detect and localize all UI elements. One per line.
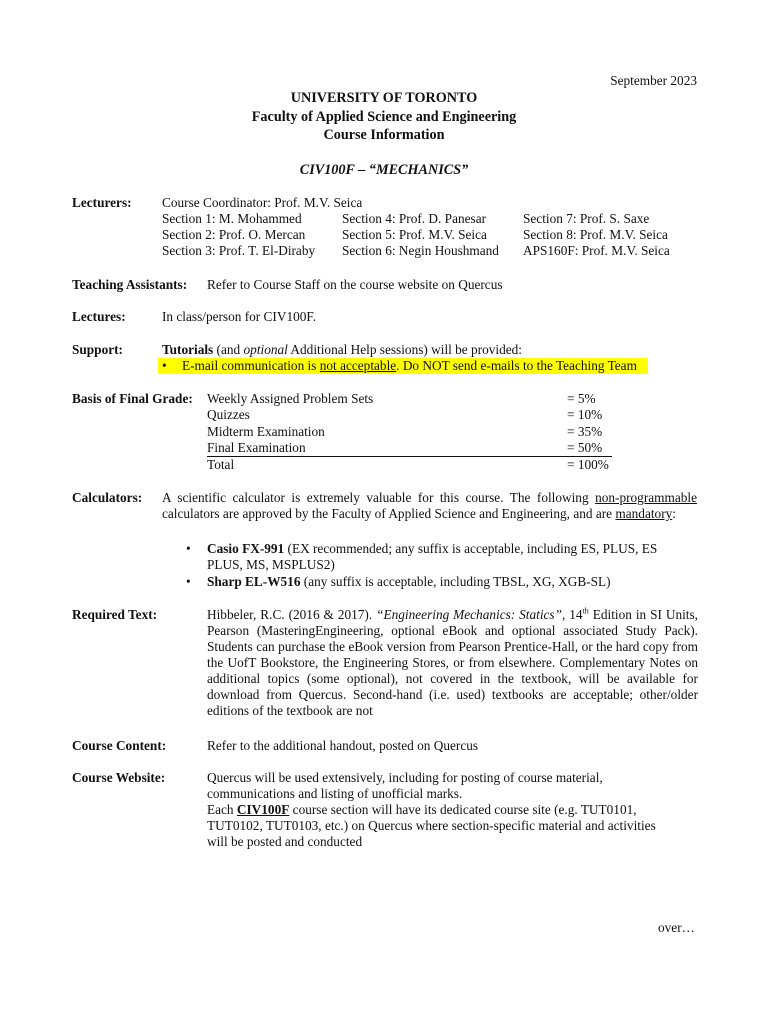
tutorials-emphasis: Tutorials: [162, 342, 214, 357]
grade-item-name: Final Examination: [207, 440, 306, 455]
lecturer-section-2: Section 2: Prof. O. Mercan: [162, 227, 306, 242]
calculator-item-casio: Casio FX-991 (EX recommended; any suffix is acceptable, including ES, PLUS, ES PLUS, MS, MSPLUS2): [207, 541, 658, 572]
email-policy-highlight: • E-mail communication is not acceptable. Do NOT send e-mails to the Teaching Team: [158, 358, 648, 374]
support-text: Tutorials (and optional Additional Help sessions) will be provided:: [162, 342, 522, 357]
course-content-text: Refer to the additional handout, posted on Quercus: [207, 738, 479, 753]
calculator-item-sharp: Sharp EL-W516 (any suffix is acceptable, including TBSL, XG, XGB-SL): [207, 574, 611, 589]
university-name: UNIVERSITY OF TORONTO: [290, 90, 478, 106]
textbook-title: “Engineering Mechanics: Statics”: [376, 607, 562, 622]
lecturers-label: Lecturers:: [72, 195, 132, 210]
grade-total-name: Total: [207, 457, 235, 472]
grade-item-name: Quizzes: [207, 407, 250, 422]
lecturer-section-6: Section 6: Negin Houshmand: [342, 243, 499, 258]
grading-label: Basis of Final Grade:: [72, 391, 193, 406]
grade-item-value: = 5%: [567, 391, 596, 406]
lecturer-section-3: Section 3: Prof. T. El-Diraby: [162, 243, 316, 258]
course-website-label: Course Website:: [72, 770, 166, 785]
grade-total-value: = 100%: [567, 457, 609, 472]
lecturer-section-8: Section 8: Prof. M.V. Seica: [523, 227, 668, 242]
lectures-text: In class/person for CIV100F.: [162, 309, 317, 324]
teaching-assistants-text: Refer to Course Staff on the course website on Quercus: [207, 277, 503, 292]
course-title: CIV100F – “MECHANICS”: [299, 162, 469, 178]
document-date: September 2023: [610, 73, 697, 88]
lecturer-section-4: Section 4: Prof. D. Panesar: [342, 211, 487, 226]
course-coordinator: Course Coordinator: Prof. M.V. Seica: [162, 195, 363, 210]
lecturer-section-5: Section 5: Prof. M.V. Seica: [342, 227, 487, 242]
required-text-label: Required Text:: [72, 607, 158, 622]
teaching-assistants-label: Teaching Assistants:: [72, 277, 188, 292]
not-acceptable-emphasis: not acceptable: [319, 358, 397, 373]
calculators-label: Calculators:: [72, 490, 143, 505]
continued-indicator: over…: [658, 920, 695, 935]
course-website-sections-text: Each CIV100F course section will have its dedicated course site (e.g. TUT0101, TUT0102, TUT0103, etc.) on Quercus where section-specific material and activities will be posted and conducted: [207, 802, 656, 849]
total-divider: [207, 456, 612, 457]
course-website-line-2: communications and listing of unofficial marks.: [207, 786, 463, 801]
faculty-name: Faculty of Applied Science and Engineering: [251, 109, 517, 125]
optional-emphasis: optional: [243, 342, 288, 357]
grade-item-value: = 35%: [567, 424, 603, 439]
mandatory-emphasis: mandatory: [615, 506, 673, 521]
course-code-emphasis: CIV100F: [236, 802, 290, 817]
grade-item-value: = 10%: [567, 407, 603, 422]
lecturer-aps160f: APS160F: Prof. M.V. Seica: [523, 243, 670, 258]
grade-item-value: = 50%: [567, 440, 603, 455]
support-label: Support:: [72, 342, 123, 357]
bullet-icon: •: [162, 358, 167, 373]
lecturer-section-7: Section 7: Prof. S. Saxe: [523, 211, 650, 226]
bullet-icon: •: [186, 541, 191, 556]
grade-item-name: Weekly Assigned Problem Sets: [207, 391, 374, 406]
lectures-label: Lectures:: [72, 309, 126, 324]
grade-item-name: Midterm Examination: [207, 424, 325, 439]
course-website-line-1: Quercus will be used extensively, including for posting of course material,: [207, 770, 603, 785]
document-title: Course Information: [323, 127, 445, 143]
course-content-label: Course Content:: [72, 738, 167, 753]
non-programmable-emphasis: non-programmable: [595, 490, 697, 505]
calculators-text: A scientific calculator is extremely valuable for this course. The following non-programmable calculators are approved by the Faculty of Applied Science and Engineering, and are mandatory:: [162, 490, 697, 521]
bullet-icon: •: [186, 574, 191, 589]
lecturer-section-1: Section 1: M. Mohammed: [162, 211, 302, 226]
required-text-body: Hibbeler, R.C. (2016 & 2017). “Engineering Mechanics: Statics”, 14th Edition in SI Units, Pearson (MasteringEngineering, optional eBook and optional associated Study Pack). Students can purchase the eBook version from Pearson Prentice-Hall, or the hard copy from the UofT Bookstore, the Engineering Stores, or from elsewhere. Complementary Notes on additional topics (some optional), not covered in the textbook, will be available for download from Quercus. Second-hand (i.e. used) textbooks are acceptable; other/older editions of the textbook are not: [207, 606, 699, 718]
